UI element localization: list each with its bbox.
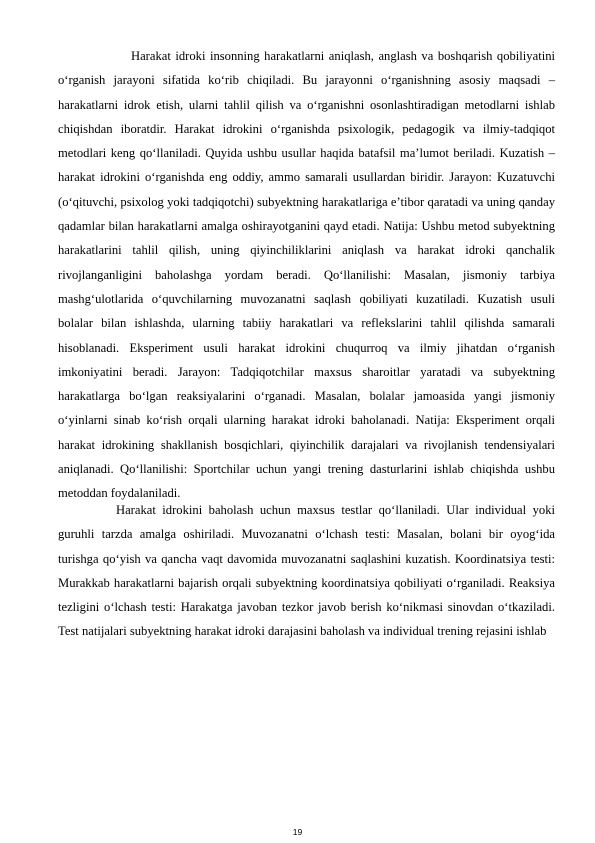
paragraph-harakat-idroki-metodlari: Harakat idroki insonning harakatlarni aniqlash, anglash va boshqarish qobiliyatini o‘rganish jarayoni sifatida ko‘rib chiqiladi. Bu jarayonni o‘rganishning asosiy maqsadi – harakatlarni idrok etish, ularni tahlil qilish va o‘rganishni osonlashtiradigan metodlarni ishlab chiqishdan iboratdir. Harakat idrokini o‘rganishda psixologik, pedagogik va ilmiy-tadqiqot metodlari keng qo‘llaniladi. Quyida ushbu usullar haqida batafsil ma’lumot beriladi. Kuzatish – harakat idrokini o‘rganishda eng oddiy, ammo samarali usullardan biridir. Jarayon: Kuzatuvchi (o‘qituvchi, psixolog yoki tadqiqotchi) subyektning harakatlariga e’tibor qaratadi va uning qanday qadamlar bilan harakatlarni amalga oshirayotganini qayd etadi. Natija: Ushbu metod subyektning harakatlarini tahlil qilish, uning qiyinchiliklarini aniqlash va harakat idroki qanchalik rivojlanganligini baholashga yordam beradi. Qo‘llanilishi: Masalan, jismoniy tarbiya mashg‘ulotlarida o‘quvchilarning muvozanatni saqlash qobiliyati kuzatiladi. Kuzatish usuli bolalar bilan ishlashda, ularning tabiiy harakatlari va reflekslarini tahlil qilishda samarali hisoblanadi. Eksperiment usuli harakat idrokini chuqurroq va ilmiy jihatdan o‘rganish imkoniyatini beradi. Jarayon: Tadqiqotchilar maxsus sharoitlar yaratadi va subyektning harakatlarga bo‘lgan reaksiyalarini o‘rganadi. Masalan, bolalar jamoasida yangi jismoniy o‘yinlarni sinab ko‘rish orqali ularning harakat idroki baholanadi. Natija: Eksperiment orqali harakat idrokining shakllanish bosqichlari, qiyinchilik darajalari va rivojlanish tendensiyalari aniqlanadi. Qo‘llanilishi: Sportchilar uchun yangi trening dasturlarini ishlab chiqishda ushbu metoddan foydalaniladi. bbox=[58, 49, 555, 501]
paragraph-harakat-idroki-testlari: Harakat idrokini baholash uchun maxsus testlar qo‘llaniladi. Ular individual yoki guruhli tarzda amalga oshiriladi. Muvozanatni o‘lchash testi: Masalan, bolani bir oyog‘ida turishga qo‘yish va qancha vaqt davomida muvozanatni saqlashini kuzatish. Koordinatsiya testi: Murakkab harakatlarni bajarish orqali subyektning koordinatsiya qobiliyati o‘rganiladi. Reaksiya tezligini o‘lchash testi: Harakatga javoban tezkor javob berish ko‘nikmasi sinovdan o‘tkaziladi. Test natijalari subyektning harakat idroki darajasini baholash va individual trening rejasini ishlab bbox=[58, 503, 555, 639]
page-number: 19 bbox=[292, 827, 303, 837]
